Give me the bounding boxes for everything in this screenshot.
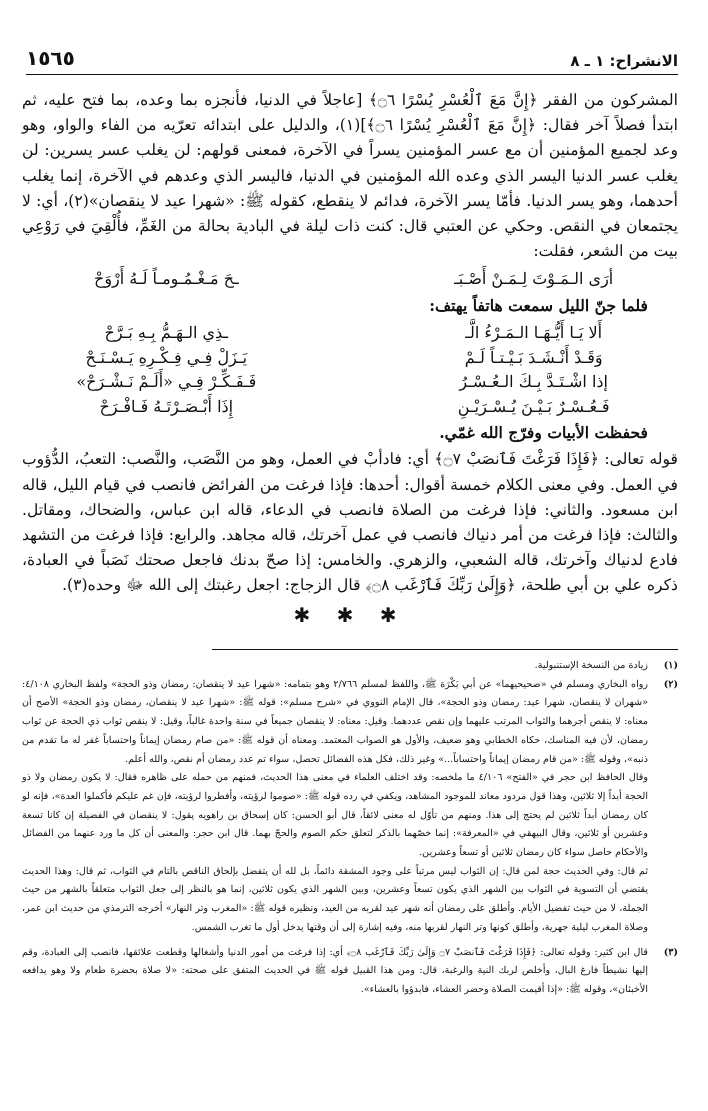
footnote [22,657,678,676]
footnote-text: ثم قال: وفي الحديث حجة لمن قال: إن الثواب ليس مرتباً على وجود المشقة دائماً، بل لله أن يتفضل بإلحاق الناقص بالتام في الثواب، ثم قال: وهذا الحديث يقتضي أن التسوية في الثواب بين الشهر الذي يكون تسعاً وعشرين، وبين الشهر الذي يكون ثلاثين، إنما هو بالنظر إلى جعل الثواب متعلقاً بالشهر من حيث الجملة، لا من حيث تفضيل الأيام. وأطلق على رمضان أنه شهر عيد لقربه من العيد، ونظيره قوله ﷺ: «المغرب وتر النهار» أخرجه الترمذي من حديث ابن عمر، وصلاة المغرب ليلية جهرية، وأطلق كونها وتر النهار لقربها منه، وفيه إشارة إلى أن وقتها يدخل أول ما تغرب الشمس. [22,865,648,933]
hemistich-first: فَـعُـسْـرٌ بَـيْـنَ يُـسْـرَيْـنِ [457,396,610,416]
footnote [22,676,678,770]
footnotes [22,657,678,1000]
page-header [26,40,678,75]
footnote-divider [212,649,678,650]
hemistich-second: يَـزَلْ فِـي فِـكْـرِهِ يَـسْـنَـحْ [85,347,248,367]
poem-verse-1 [22,266,678,291]
footnote-number [648,863,678,938]
chapter-title: الانشراح: ١ ـ ٨ [570,52,678,70]
hemistich-second: فَـفَـكِّـرْ فِـي «أَلَـمْ نَـشْـرَحْ» [76,372,257,392]
paragraph: قوله تعالى: ﴿فَإِذَا فَرَغْتَ فَٱنصَبْ ۝٧﴾ أي: فادأبْ في العمل، وهو من النَّصَب، والنَّصب: التعبُ، الدُّؤوب في العمل. وفي معنى الكلام خمسة أقوال: أحدها: فإذا فرغت من الفرائض فانصب في قيام الليل، قاله ابن مسعود. والثاني: فإذا فرغت من الصلاة فانصب في الدعاء، قاله ابن عباس، والضحاك، ومقاتل. والثالث: فإذا فرغت من أمر دنياك فانصب في عمل آخرتك، قاله مجاهد. والرابع: فإذا فرغت من التشهد فادع لدنياك وآخرتك، قاله الشعبي، والزهري. والخامس: إذا صحّ بدنك فاجعل صحتك نَصَباً في العبادة، ذكره علي بن أبي طلحة، ﴿وَإِلَىٰ رَبِّكَ فَٱرْغَب ۝٨﴾ قال الزجاج: اجعل رغبتك إلى الله ﷻ وحده(٣). [22,450,678,595]
paragraph: فحفظت الأبيات وفرّج الله غمّي. [439,423,648,443]
paragraph: المشركون من الفقر ﴿إِنَّ مَعَ ٱلْعُسْرِ يُسْرًا ۝٦﴾ [عاجلاً في الدنيا، فأنجزه بما وعده، بما فتح عليه، ثم ابتدأ فصلاً آخر فقال: ﴿إِنَّ مَعَ ٱلْعُسْرِ يُسْرًا ۝٦﴾](١)، والدليل على ابتدائه تعرّيه من الفاء والواو، وهو وعد لجميع المؤمنين أن مع عسر المؤمنين يسراً في الآخرة، فمعنى قولهم: لن يغلب عسر يسرين: لن يغلب عسر الدنيا اليسر الذي وعده الله المؤمنين في الدنيا، فاليسر الذي وعدهم في الآخرة، إنما يغلب أحدهما، وهو يسر الدنيا. فأمّا يسر الآخرة، فدائم لا ينقطع، كقوله ﷺ: «شهرا عيد لا ينقصان»(٢)، أي: لا يجتمعان في النقص. وحكي عن العتبي قال: كنت ذات ليلة في البادية بحالة من الغَمِّ، فأُلْقِيَ في رَوْعِي بيت من الشعر، فقلت: [22,91,679,261]
footnote [22,769,678,863]
footnote [22,944,678,1000]
poem-verses [22,320,678,418]
main-text [22,88,678,633]
hemistich-first: أرَى الـمَـوْتَ لِـمَـنْ أَصْـبَـ [454,269,614,289]
footnote-text: وقال الحافظ ابن حجر في «الفتح» ٤/١٠٦ ما ملخصه: وقد اختلف العلماء في معنى هذا الحديث، فمنهم من حمله على ظاهره فقال: لا يكون رمضان ولا ذو الحجة أبداً إلا ثلاثين، وهذا قول مردود معاند للموجود المشاهد، ويكفي في رده قوله ﷺ: «صوموا لرؤيته، وأفطروا لرؤيته، فإن غم عليكم فأكملوا العدة»، فإنه لو كان رمضان أبداً ثلاثين لم يحتج إلى هذا. ومنهم من تأوّل له معنى لائقاً، قال أبو الحسن: كان إسحاق بن راهويه يقول: لا ينقصان في الفضيلة إن كانا تسعة وعشرين أو ثلاثين، وقال البيهقي في «المعرفة»: إنما خصّهما بالذكر لتعلق حكم الصوم والحجّ بهما. قال ابن حجر: والمعنى أن كل ما ورد عنهما من الفضائل والأحكام حاصل سواء كان رمضان ثلاثين أو تسعاً وعشرين. [22,772,648,859]
page-number: ١٥٦٥ [26,46,75,70]
verse-row [22,266,678,291]
hemistich-first: إذا اشْـتَـدَّ بِـكَ الـعُـسْـرُ [459,372,608,392]
footnote-number: (٣) [663,946,678,958]
hemistich-second: إِذَا أَبْـصَـرْتَـهُ فَـافْـرَحْ [99,396,234,416]
footnote-number: (١) [663,660,678,671]
footnote-number [648,769,678,863]
footnote-number: (٢) [663,678,678,690]
section-divider-stars: ✱ ✱ ✱ [293,602,407,627]
hemistich-first: أَلا يَـا أَيُّـهَـا الـمَـرْءُ الَّـ [465,323,603,343]
verse-row [22,320,678,345]
footnote-text: رواه البخاري ومسلم في «صحيحيهما» عن أبي بَكْرَة ﷺ، واللفظ لمسلم ٢/٧٦٦ وهو بتمامه: «شهرا عيد لا ينقصان: رمضان وذو الحجة» ولفظ البخاري ٤/١٠٨: «شهران لا ينقصان، شهرا عيد: رمضان وذو الحجة»، قال الإمام النووي في «شرح مسلم»: قوله ﷺ: «شهرا عيد لا ينقصان، رمضان وذو الحجة» الأصح أن معناه: لا ينقص أجرهما والثواب المرتب عليهما وإن نقص عددهما. وقيل: معناه: لا ينقصان جميعاً في سنة واحدة غالباً، وقيل: لا ينقص ثواب ذي الحجة عن ثواب رمضان، لأن فيه المناسك، حكاه الخطابي وهو ضعيف، والأول هو الصواب المعتمد. ومعناه أن قوله ﷺ: «من صام رمضان إيماناً واحتساباً غفر له ما تقدم من ذنبه»، وقوله ﷺ: «من قام رمضان إيماناً واحتساباً...» وغير ذلك، فكل هذه الفضائل تحصل، سواء تم عدد رمضان أم نقص، والله أعلم. [22,678,648,765]
verse-row [22,369,678,394]
verse-row [22,345,678,370]
paragraph: فلما جنّ الليل سمعت هاتفاً يهتف: [429,295,648,315]
hemistich-second: ـذِي الـهَـمُّ بِـهِ بَـرَّحْ [104,323,229,343]
hemistich-second: ـحَ مَـغْـمُـومـاً لَـهُ أَرْوَحْ [93,269,239,289]
footnote [22,863,678,938]
footnote-text: قال ابن كثير: وقوله تعالى: ﴿فَإِذَا فَرَغْتَ فَٱنصَبْ ۝٧ وَإِلَىٰ رَبِّكَ فَٱرْغَب ۝٨﴾ أي: إذا فرغت من أمور الدنيا وأشغالها وقطعت علائقها، فانصب إلى العبادة، وقم إليها نشيطاً فارغ البال، وأخلص لربك النية والرغبة، قال: ومن هذا القبيل قوله ﷺ في الحديث المتفق على صحته: «لا صلاة بحضرة طعام ولا وهو يدافعه الأخبثان»، وقوله ﷺ: «إذا أقيمت الصلاة وحضر العشاء، فابدؤوا بالعشاء». [22,946,649,995]
verse-row [22,394,678,419]
footnote-text: زيادة من النسخة الإستنبولية. [534,660,648,671]
hemistich-first: وَقَـدْ أَنْـشَـدَ بَـيْـتـاً لَـمْ [464,347,603,367]
